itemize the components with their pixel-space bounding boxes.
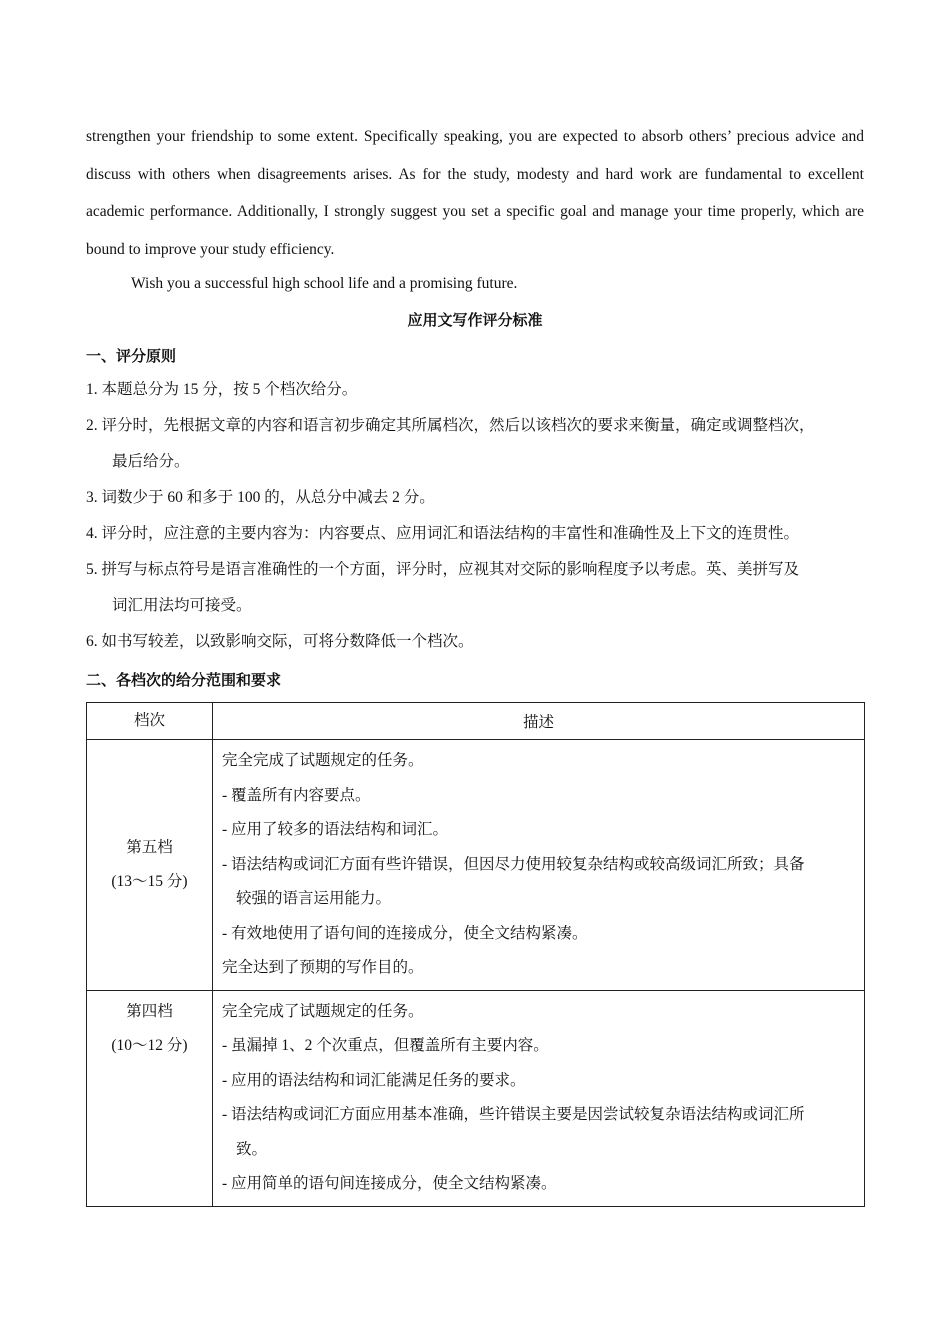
description-line: 致。 [236, 1140, 268, 1158]
description-line: - 语法结构或词汇方面有些许错误，但因尽力使用较复杂结构或较高级词汇所致；具备 [222, 855, 805, 873]
letter-closing: Wish you a successful high school life and a promising future. [131, 275, 518, 292]
table-row [87, 990, 865, 1206]
table-row [87, 740, 865, 991]
rule-item [86, 624, 864, 660]
level-cell [87, 740, 213, 991]
level-name: 第四档 [126, 1002, 173, 1020]
level-range: (10～12 分) [111, 1036, 188, 1054]
rules-list [86, 372, 864, 660]
level-name: 第五档 [126, 838, 173, 856]
description-line: 较强的语言运用能力。 [236, 890, 392, 907]
header-level: 档次 [87, 703, 213, 740]
rule-text-continued: 最后给分。 [112, 453, 190, 470]
description-line: 完全完成了试题规定的任务。 [222, 1002, 424, 1020]
rule-item [86, 480, 864, 516]
rule-text: 2. 评分时，先根据文章的内容和语言初步确定其所属档次，然后以该档次的要求来衡量，确定或调整档次， [86, 417, 815, 434]
description-line: - 语法结构或词汇方面应用基本准确，些许错误主要是因尝试较复杂语法结构或词汇所 [222, 1106, 805, 1123]
description-line: - 有效地使用了语句间的连接成分，使全文结构紧凑。 [222, 924, 588, 942]
description-line: - 应用简单的语句间连接成分，使全文结构紧凑。 [222, 1175, 557, 1192]
table-header-row [87, 703, 865, 740]
rule-text: 3. 词数少于 60 和多于 100 的，从总分中减去 2 分。 [86, 489, 435, 506]
level-range: (13～15 分) [111, 872, 188, 890]
description-line: - 虽漏掉 1、2 个次重点，但覆盖所有主要内容。 [222, 1037, 549, 1054]
rubric-title: 应用文写作评分标准 [407, 311, 543, 329]
rule-item [86, 372, 864, 408]
description-line: - 应用了较多的语法结构和词汇。 [222, 821, 449, 838]
level-cell [87, 990, 213, 1206]
rule-text: 4. 评分时，应注意的主要内容为：内容要点、应用词汇和语法结构的丰富性和准确性及上下文的连贯性。 [86, 525, 800, 542]
description-cell [213, 990, 865, 1206]
rule-text: 5. 拼写与标点符号是语言准确性的一个方面，评分时，应视其对交际的影响程度予以考虑。英、美拼写及 [86, 561, 800, 578]
rule-item [86, 552, 864, 624]
section-title-levels: 二、各档次的给分范围和要求 [86, 671, 282, 689]
grading-table [86, 702, 865, 1207]
description-line: - 覆盖所有内容要点。 [222, 786, 371, 804]
rule-item [86, 516, 864, 552]
rule-text: 1. 本题总分为 15 分，按 5 个档次给分。 [86, 381, 358, 398]
section-title-principles: 一、评分原则 [86, 347, 177, 365]
header-description: 描述 [213, 703, 865, 740]
document-page [86, 118, 864, 1207]
letter-body: strengthen your friendship to some extent. Specifically speaking, you are expected to absorb others’ precious advice and discuss with others when disagreements arises. As for the study, modesty and hard work are fundamental to excellent academic performance. Additionally, I strongly suggest you set a specific goal and manage your time properly, which are bound to improve your study efficiency. [86, 128, 864, 258]
rule-text: 6. 如书写较差，以致影响交际，可将分数降低一个档次。 [86, 633, 474, 650]
description-line: 完全达到了预期的写作目的。 [222, 959, 424, 976]
description-line: 完全完成了试题规定的任务。 [222, 752, 424, 769]
description-line: - 应用的语法结构和词汇能满足任务的要求。 [222, 1071, 526, 1089]
rule-item [86, 408, 864, 480]
description-cell [213, 740, 865, 991]
rule-text-continued: 词汇用法均可接受。 [112, 597, 252, 614]
